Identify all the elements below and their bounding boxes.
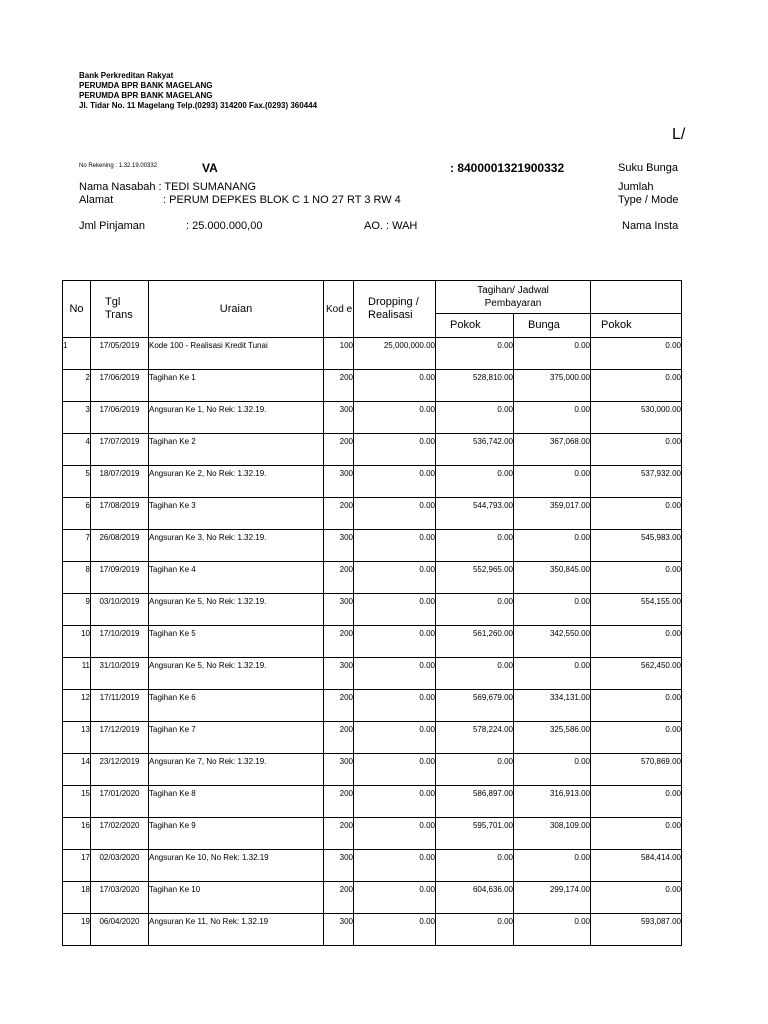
cell-tgl: 18/07/2019 bbox=[91, 466, 149, 498]
cell-tgl: 31/10/2019 bbox=[91, 658, 149, 690]
cell-pokok2: 0.00 bbox=[591, 498, 682, 530]
cell-uraian: Angsuran Ke 3, No Rek: 1.32.19. bbox=[149, 530, 324, 562]
cell-dropping: 0.00 bbox=[354, 530, 436, 562]
table-row bbox=[63, 402, 682, 434]
cell-dropping: 0.00 bbox=[354, 402, 436, 434]
cell-pokok2: 0.00 bbox=[591, 786, 682, 818]
bank-name-line3: PERUMDA BPR BANK MAGELANG bbox=[79, 91, 213, 100]
cell-kode: 300 bbox=[324, 466, 354, 498]
ledger-table bbox=[62, 280, 682, 946]
table-row bbox=[63, 530, 682, 562]
cell-bunga: 375,000.00 bbox=[514, 370, 591, 402]
cell-tgl: 06/04/2020 bbox=[91, 914, 149, 946]
cell-kode: 200 bbox=[324, 562, 354, 594]
cell-no: 2 bbox=[63, 370, 91, 402]
cell-dropping: 0.00 bbox=[354, 498, 436, 530]
col-header-tagihan: Tagihan/ Jadwal Pembayaran bbox=[436, 281, 591, 314]
address-value: : PERUM DEPKES BLOK C 1 NO 27 RT 3 RW 4 bbox=[163, 194, 401, 206]
cell-pokok: 552,965.00 bbox=[436, 562, 514, 594]
cell-dropping: 0.00 bbox=[354, 626, 436, 658]
cell-pokok2: 0.00 bbox=[591, 626, 682, 658]
cell-kode: 300 bbox=[324, 754, 354, 786]
cell-pokok: 0.00 bbox=[436, 594, 514, 626]
cell-pokok: 0.00 bbox=[436, 338, 514, 370]
bank-address: Jl. Tidar No. 11 Magelang Telp.(0293) 314200 Fax.(0293) 360444 bbox=[79, 101, 318, 110]
table-row bbox=[63, 370, 682, 402]
col-header-kode: Kod e bbox=[324, 281, 354, 338]
nama-insta-label: Nama Insta bbox=[622, 220, 679, 232]
cell-kode: 100 bbox=[324, 338, 354, 370]
table-row bbox=[63, 722, 682, 754]
cell-dropping: 0.00 bbox=[354, 722, 436, 754]
cell-pokok: 604,636.00 bbox=[436, 882, 514, 914]
cell-pokok2: 0.00 bbox=[591, 722, 682, 754]
cell-tgl: 17/11/2019 bbox=[91, 690, 149, 722]
cell-pokok: 595,701.00 bbox=[436, 818, 514, 850]
col-header-bunga: Bunga bbox=[514, 314, 591, 338]
cell-dropping: 0.00 bbox=[354, 658, 436, 690]
cell-dropping: 0.00 bbox=[354, 754, 436, 786]
cell-no: 16 bbox=[63, 818, 91, 850]
cell-uraian: Angsuran Ke 7, No Rek: 1.32.19. bbox=[149, 754, 324, 786]
cell-tgl: 17/03/2020 bbox=[91, 882, 149, 914]
cell-no: 10 bbox=[63, 626, 91, 658]
cell-pokok2: 584,414.00 bbox=[591, 850, 682, 882]
cell-pokok: 578,224.00 bbox=[436, 722, 514, 754]
cell-pokok: 536,742.00 bbox=[436, 434, 514, 466]
cell-bunga: 0.00 bbox=[514, 914, 591, 946]
cell-no: 4 bbox=[63, 434, 91, 466]
cell-pokok2: 0.00 bbox=[591, 818, 682, 850]
cell-tgl: 02/03/2020 bbox=[91, 850, 149, 882]
cell-kode: 200 bbox=[324, 722, 354, 754]
cell-uraian: Tagihan Ke 3 bbox=[149, 498, 324, 530]
cell-kode: 300 bbox=[324, 594, 354, 626]
cell-bunga: 325,586.00 bbox=[514, 722, 591, 754]
cell-no: 19 bbox=[63, 914, 91, 946]
ledger-body bbox=[63, 338, 682, 946]
table-row bbox=[63, 914, 682, 946]
table-row bbox=[63, 626, 682, 658]
cell-tgl: 17/06/2019 bbox=[91, 370, 149, 402]
cell-pokok: 561,260.00 bbox=[436, 626, 514, 658]
cell-dropping: 0.00 bbox=[354, 370, 436, 402]
cell-no: 6 bbox=[63, 498, 91, 530]
table-row bbox=[63, 754, 682, 786]
cell-tgl: 17/06/2019 bbox=[91, 402, 149, 434]
customer-name: Nama Nasabah : TEDI SUMANANG bbox=[79, 181, 257, 193]
cell-pokok: 586,897.00 bbox=[436, 786, 514, 818]
cell-no: 13 bbox=[63, 722, 91, 754]
bank-header bbox=[79, 71, 317, 111]
cell-dropping: 0.00 bbox=[354, 786, 436, 818]
cell-pokok: 544,793.00 bbox=[436, 498, 514, 530]
cell-uraian: Angsuran Ke 11, No Rek: 1.32.19 bbox=[149, 914, 324, 946]
cell-bunga: 367,068.00 bbox=[514, 434, 591, 466]
cell-uraian: Tagihan Ke 5 bbox=[149, 626, 324, 658]
cell-dropping: 0.00 bbox=[354, 914, 436, 946]
cell-pokok2: 0.00 bbox=[591, 370, 682, 402]
cell-bunga: 0.00 bbox=[514, 402, 591, 434]
cell-dropping: 0.00 bbox=[354, 850, 436, 882]
cell-dropping: 0.00 bbox=[354, 882, 436, 914]
cell-kode: 300 bbox=[324, 530, 354, 562]
cell-tgl: 17/10/2019 bbox=[91, 626, 149, 658]
cell-bunga: 0.00 bbox=[514, 594, 591, 626]
cell-tgl: 17/09/2019 bbox=[91, 562, 149, 594]
table-row bbox=[63, 498, 682, 530]
cell-kode: 200 bbox=[324, 818, 354, 850]
cell-kode: 200 bbox=[324, 786, 354, 818]
cell-no: 1 bbox=[63, 338, 91, 370]
cell-tgl: 17/12/2019 bbox=[91, 722, 149, 754]
cell-bunga: 316,913.00 bbox=[514, 786, 591, 818]
cell-kode: 300 bbox=[324, 914, 354, 946]
cell-no: 8 bbox=[63, 562, 91, 594]
cell-bunga: 359,017.00 bbox=[514, 498, 591, 530]
cell-dropping: 0.00 bbox=[354, 594, 436, 626]
table-row bbox=[63, 786, 682, 818]
cell-bunga: 299,174.00 bbox=[514, 882, 591, 914]
report-title: L/ bbox=[672, 126, 686, 143]
cell-bunga: 342,550.00 bbox=[514, 626, 591, 658]
col-header-uraian: Uraian bbox=[149, 281, 324, 338]
cell-pokok2: 562,450.00 bbox=[591, 658, 682, 690]
bank-name-line1: Bank Perkreditan Rakyat bbox=[79, 71, 174, 80]
cell-dropping: 0.00 bbox=[354, 818, 436, 850]
cell-pokok: 0.00 bbox=[436, 850, 514, 882]
cell-bunga: 0.00 bbox=[514, 658, 591, 690]
suku-bunga-label: Suku Bunga bbox=[618, 162, 678, 174]
jumlah-label: Jumlah bbox=[618, 181, 654, 193]
cell-kode: 200 bbox=[324, 690, 354, 722]
cell-uraian: Tagihan Ke 2 bbox=[149, 434, 324, 466]
type-mode-label: Type / Mode bbox=[618, 194, 679, 206]
table-row bbox=[63, 690, 682, 722]
cell-pokok2: 530,000.00 bbox=[591, 402, 682, 434]
cell-pokok: 0.00 bbox=[436, 914, 514, 946]
cell-bunga: 0.00 bbox=[514, 850, 591, 882]
cell-uraian: Angsuran Ke 5, No Rek: 1.32.19. bbox=[149, 658, 324, 690]
cell-uraian: Kode 100 - Realisasi Kredit Tunai bbox=[149, 338, 324, 370]
cell-pokok2: 593,087.00 bbox=[591, 914, 682, 946]
loan-amount-value: : 25.000.000,00 bbox=[186, 220, 263, 232]
table-row bbox=[63, 434, 682, 466]
table-row bbox=[63, 882, 682, 914]
cell-uraian: Tagihan Ke 1 bbox=[149, 370, 324, 402]
cell-tgl: 17/05/2019 bbox=[91, 338, 149, 370]
cell-pokok: 0.00 bbox=[436, 530, 514, 562]
cell-kode: 300 bbox=[324, 850, 354, 882]
address-label: Alamat bbox=[79, 194, 114, 206]
cell-no: 5 bbox=[63, 466, 91, 498]
cell-dropping: 0.00 bbox=[354, 690, 436, 722]
cell-bunga: 0.00 bbox=[514, 754, 591, 786]
cell-uraian: Angsuran Ke 5, No Rek: 1.32.19. bbox=[149, 594, 324, 626]
cell-tgl: 23/12/2019 bbox=[91, 754, 149, 786]
table-row bbox=[63, 658, 682, 690]
cell-pokok2: 545,983.00 bbox=[591, 530, 682, 562]
cell-uraian: Tagihan Ke 10 bbox=[149, 882, 324, 914]
cell-no: 18 bbox=[63, 882, 91, 914]
cell-no: 7 bbox=[63, 530, 91, 562]
cell-no: 12 bbox=[63, 690, 91, 722]
account-officer: AO. : WAH bbox=[364, 220, 418, 232]
cell-uraian: Tagihan Ke 9 bbox=[149, 818, 324, 850]
cell-no: 17 bbox=[63, 850, 91, 882]
cell-kode: 300 bbox=[324, 658, 354, 690]
va-label: VA bbox=[202, 161, 218, 175]
cell-pokok2: 0.00 bbox=[591, 434, 682, 466]
cell-dropping: 0.00 bbox=[354, 562, 436, 594]
table-row bbox=[63, 850, 682, 882]
cell-kode: 200 bbox=[324, 434, 354, 466]
table-row bbox=[63, 338, 682, 370]
cell-uraian: Tagihan Ke 7 bbox=[149, 722, 324, 754]
cell-uraian: Tagihan Ke 4 bbox=[149, 562, 324, 594]
cell-bunga: 350,845.00 bbox=[514, 562, 591, 594]
table-row bbox=[63, 466, 682, 498]
col-header-pokok: Pokok bbox=[436, 314, 514, 338]
cell-tgl: 17/02/2020 bbox=[91, 818, 149, 850]
cell-dropping: 25,000,000.00 bbox=[354, 338, 436, 370]
table-row bbox=[63, 562, 682, 594]
cell-tgl: 17/01/2020 bbox=[91, 786, 149, 818]
cell-bunga: 334,131.00 bbox=[514, 690, 591, 722]
cell-dropping: 0.00 bbox=[354, 466, 436, 498]
cell-no: 9 bbox=[63, 594, 91, 626]
cell-uraian: Tagihan Ke 8 bbox=[149, 786, 324, 818]
cell-kode: 200 bbox=[324, 370, 354, 402]
cell-pokok2: 0.00 bbox=[591, 562, 682, 594]
cell-pokok2: 570,869.00 bbox=[591, 754, 682, 786]
cell-tgl: 26/08/2019 bbox=[91, 530, 149, 562]
cell-bunga: 0.00 bbox=[514, 466, 591, 498]
cell-pokok2: 554,155.00 bbox=[591, 594, 682, 626]
cell-no: 15 bbox=[63, 786, 91, 818]
cell-kode: 200 bbox=[324, 498, 354, 530]
cell-pokok: 0.00 bbox=[436, 402, 514, 434]
cell-pokok: 0.00 bbox=[436, 658, 514, 690]
cell-pokok2: 0.00 bbox=[591, 338, 682, 370]
col-header-pokok-angsuran: Pokok bbox=[591, 314, 682, 338]
cell-tgl: 17/07/2019 bbox=[91, 434, 149, 466]
loan-amount-label: Jml Pinjaman bbox=[79, 220, 146, 232]
cell-pokok2: 537,932.00 bbox=[591, 466, 682, 498]
table-row bbox=[63, 594, 682, 626]
cell-kode: 200 bbox=[324, 626, 354, 658]
cell-pokok: 0.00 bbox=[436, 754, 514, 786]
cell-pokok2: 0.00 bbox=[591, 882, 682, 914]
col-header-blank bbox=[591, 281, 682, 314]
cell-bunga: 0.00 bbox=[514, 338, 591, 370]
col-header-dropping: Dropping / Realisasi bbox=[354, 281, 436, 338]
cell-kode: 300 bbox=[324, 402, 354, 434]
cell-pokok2: 0.00 bbox=[591, 690, 682, 722]
va-value: : 8400001321900332 bbox=[450, 161, 565, 175]
cell-bunga: 308,109.00 bbox=[514, 818, 591, 850]
cell-uraian: Tagihan Ke 6 bbox=[149, 690, 324, 722]
table-row bbox=[63, 818, 682, 850]
cell-bunga: 0.00 bbox=[514, 530, 591, 562]
cell-uraian: Angsuran Ke 1, No Rek: 1.32.19. bbox=[149, 402, 324, 434]
account-number: No Rekening : 1.32.19.00332 bbox=[79, 163, 158, 169]
bank-name-line2: PERUMDA BPR BANK MAGELANG bbox=[79, 81, 213, 90]
cell-kode: 200 bbox=[324, 882, 354, 914]
cell-tgl: 17/08/2019 bbox=[91, 498, 149, 530]
cell-uraian: Angsuran Ke 10, No Rek: 1.32.19 bbox=[149, 850, 324, 882]
col-header-tgl: Tgl Trans bbox=[91, 281, 149, 338]
cell-no: 11 bbox=[63, 658, 91, 690]
col-header-no: No bbox=[63, 281, 91, 338]
cell-pokok: 0.00 bbox=[436, 466, 514, 498]
cell-tgl: 03/10/2019 bbox=[91, 594, 149, 626]
cell-uraian: Angsuran Ke 2, No Rek: 1.32.19. bbox=[149, 466, 324, 498]
cell-pokok: 528,810.00 bbox=[436, 370, 514, 402]
cell-pokok: 569,679.00 bbox=[436, 690, 514, 722]
cell-no: 3 bbox=[63, 402, 91, 434]
cell-no: 14 bbox=[63, 754, 91, 786]
cell-dropping: 0.00 bbox=[354, 434, 436, 466]
